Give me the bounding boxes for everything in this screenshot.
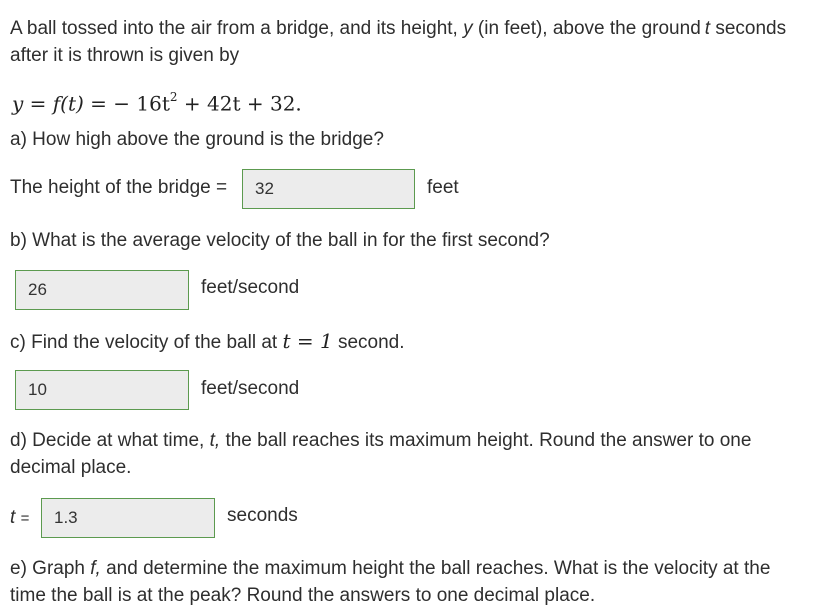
time-label-var: t (10, 507, 16, 528)
part-a-unit: feet (427, 177, 459, 198)
part-c-unit: feet/second (201, 378, 300, 399)
time-label-eq: = (20, 510, 30, 527)
part-d-text-b: the ball reaches its maximum height. Round the answer to one (225, 430, 752, 451)
problem-intro-line2: after it is thrown is given by (10, 45, 240, 66)
bridge-height-label: The height of the bridge = (10, 177, 228, 198)
equation-term1: − 16t (113, 91, 170, 116)
equation-lhs: y = f(t) = (12, 91, 107, 116)
part-d-question-line2: decimal place. (10, 457, 132, 478)
part-d-unit: seconds (227, 505, 298, 526)
intro-text-c: seconds (715, 18, 787, 39)
intro-text-b: (in feet), above the ground (477, 18, 701, 39)
part-c-time-expression: t = 1 (282, 329, 333, 353)
time-label (10, 504, 29, 533)
instant-velocity-input[interactable]: 10 (15, 370, 189, 410)
part-c-text-a: c) Find the velocity of the ball at (10, 332, 278, 353)
part-d-var: t, (209, 430, 221, 451)
intro-text-a: A ball tossed into the air from a bridge, and its height, (10, 18, 458, 39)
part-c-question (10, 327, 405, 357)
max-height-time-input[interactable]: 1.3 (41, 498, 215, 538)
var-t: t (704, 18, 711, 39)
part-a-question: a) How high above the ground is the bridge? (10, 129, 384, 150)
part-b-unit: feet/second (201, 277, 300, 298)
equation-exponent: 2 (169, 90, 178, 104)
height-equation (12, 85, 302, 118)
part-c-math (282, 329, 332, 353)
part-c-text-b: second. (337, 332, 405, 353)
part-e-text-b: and determine the maximum height the ball reaches. What is the velocity at the (106, 558, 771, 579)
part-d-question-line1 (10, 427, 751, 455)
equation-term2: + 42t + 32. (183, 91, 302, 116)
part-b-question: b) What is the average velocity of the ball in for the first second? (10, 230, 550, 251)
problem-intro-line1 (10, 15, 786, 43)
bridge-height-input[interactable]: 32 (242, 169, 415, 209)
part-e-text-a: e) Graph (10, 558, 85, 579)
part-e-question-line1 (10, 555, 770, 583)
part-e-var: f, (90, 558, 101, 579)
var-y: y (463, 18, 473, 39)
part-e-question-line2: time the ball is at the peak? Round the answers to one decimal place. (10, 585, 596, 606)
average-velocity-input[interactable]: 26 (15, 270, 189, 310)
part-d-text-a: d) Decide at what time, (10, 430, 205, 451)
